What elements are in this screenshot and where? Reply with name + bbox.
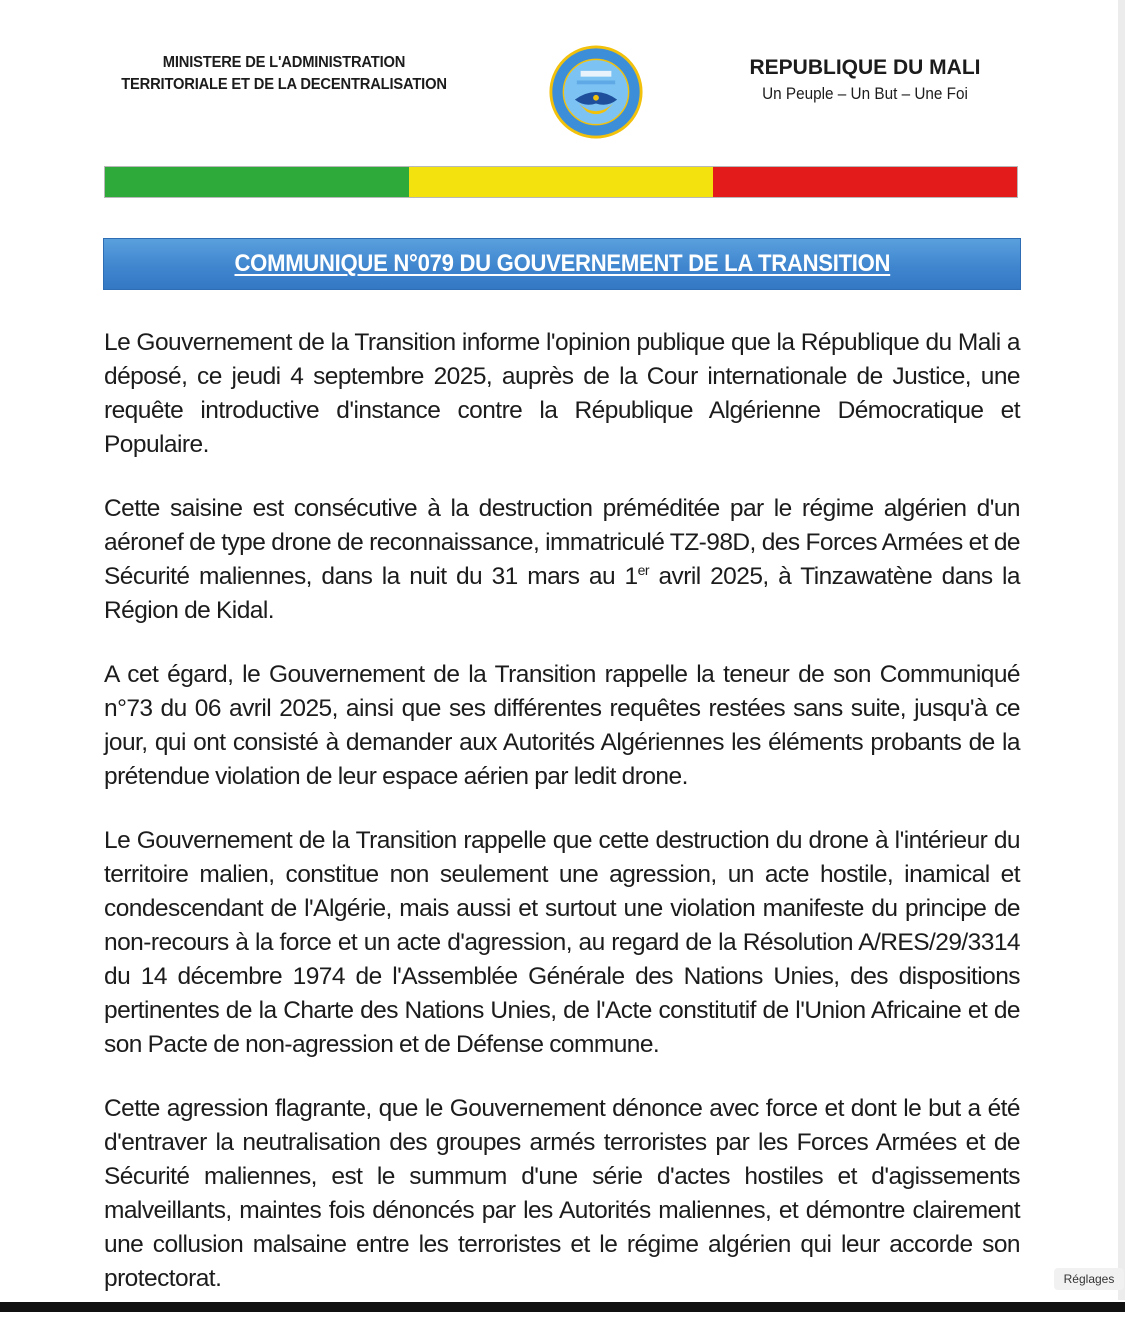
paragraph-3: A cet égard, le Gouvernement de la Transition rappelle la teneur de son Communiqué n°73 du 06 avril 2025, ainsi que ses différentes requêtes restées sans suite, jusqu'à ce jour, qui ont consisté à demander aux Autorités Algériennes les éléments probants de la prétendue violation de leur espace aérien par ledit drone. bbox=[104, 661, 1020, 790]
flag-color-band bbox=[104, 166, 1018, 198]
communique-body bbox=[104, 326, 1020, 1326]
country-header bbox=[720, 54, 1010, 106]
paragraph-5: Cette agression flagrante, que le Gouvernement dénonce avec force et dont le but a été d'entraver la neutralisation des groupes armés terroristes par les Forces Armées et de Sécurité maliennes, est le summum d'une série d'actes hostiles et d'agissements malveillants, maintes fois dénoncés par les Autorités maliennes, et démontre clairement une collusion malsaine entre les terroristes et le régime algérien qui leur accorde son protectorat. bbox=[104, 1095, 1020, 1292]
ministry-name bbox=[84, 52, 484, 96]
viewer-edge bbox=[1118, 0, 1125, 1300]
national-motto: Un Peuple – Un But – Une Foi bbox=[762, 84, 968, 103]
flag-yellow-stripe bbox=[409, 167, 713, 197]
ministry-seal-icon bbox=[548, 44, 644, 140]
ministry-line-1: MINISTERE DE L'ADMINISTRATION bbox=[162, 54, 406, 71]
ministry-line-2: TERRITORIALE ET DE LA DECENTRALISATION bbox=[121, 76, 447, 93]
paragraph-2-text-b: avril 2025, à Tinzawatène dans la Région de Kidal. bbox=[104, 563, 1020, 624]
paragraph-1: Le Gouvernement de la Transition informe l'opinion publique que la République du Mali a déposé, ce jeudi 4 septembre 2025, auprès de la Cour internationale de Justice, une requête introductive d'instance contre la République Algérienne Démocratique et Populaire. bbox=[104, 329, 1020, 458]
communique-title-box bbox=[103, 238, 1021, 290]
paragraph-2 bbox=[104, 492, 1020, 628]
communique-title: COMMUNIQUE N°079 DU GOUVERNEMENT DE LA TRANSITION bbox=[234, 250, 890, 277]
country-name: REPUBLIQUE DU MALI bbox=[749, 56, 981, 79]
paragraph-4: Le Gouvernement de la Transition rappelle que cette destruction du drone à l'intérieur du territoire malien, constitue non seulement une agression, un acte hostile, inamical et condescendant de l'Algérie, mais aussi et surtout une violation manifeste du principe de non-recours à la force et un acte d'agression, au regard de la Résolution A/RES/29/3314 du 14 décembre 1974 de l'Assemblée Générale des Nations Unies, des dispositions pertinentes de la Charte des Nations Unies, de l'Acte constitutif de l'Union Africaine et de son Pacte de non-agression et de Défense commune. bbox=[104, 827, 1020, 1058]
flag-green-stripe bbox=[105, 167, 409, 197]
ordinal-superscript: er bbox=[637, 561, 649, 578]
bottom-bar bbox=[0, 1302, 1125, 1312]
paragraph-2-text-a: Cette saisine est consécutive à la destruction préméditée par le régime algérien d'un aéronef de type drone de reconnaissance, immatriculé TZ-98D, des Forces Armées et de Sécurité maliennes, dans la nuit du 31 mars au 1 bbox=[104, 495, 1020, 590]
flag-red-stripe bbox=[713, 167, 1017, 197]
settings-button[interactable]: Réglages bbox=[1054, 1268, 1124, 1290]
